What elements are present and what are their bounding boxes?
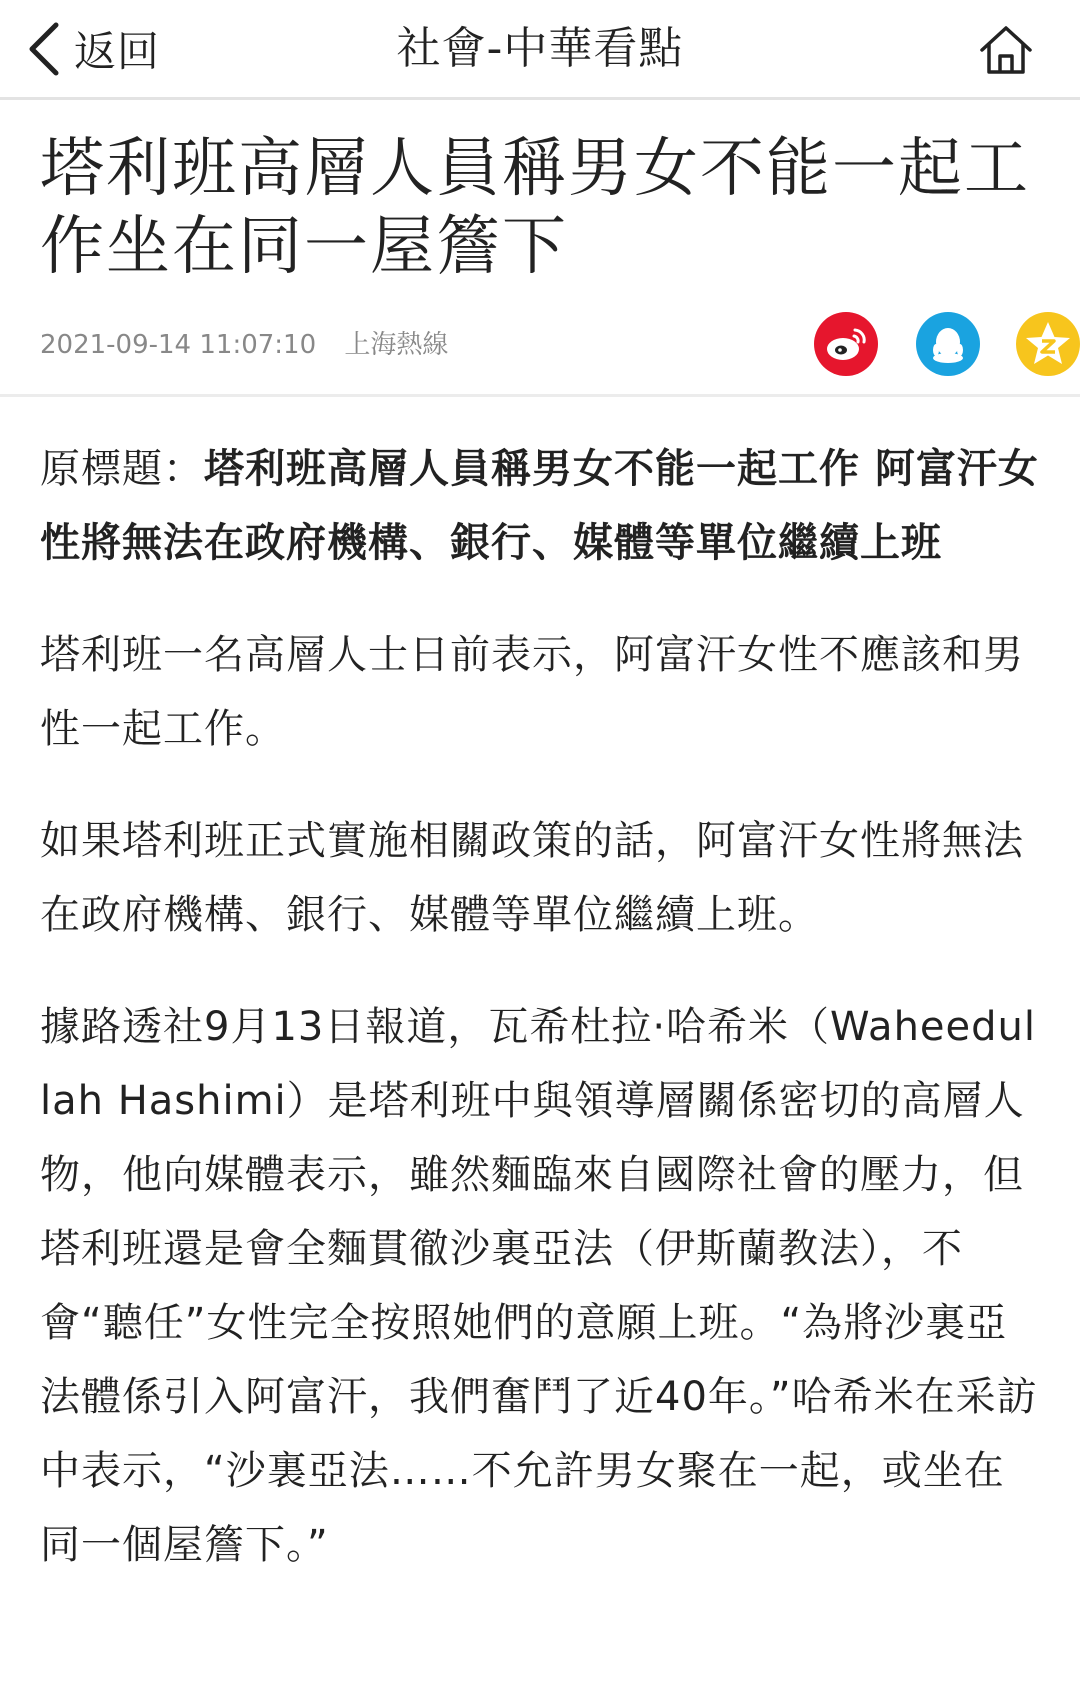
article-paragraph-2: 如果塔利班正式實施相關政策的話，阿富汗女性將無法在政府機構、銀行、媒體等單位繼續上班。 bbox=[40, 818, 1024, 938]
weibo-share-button[interactable] bbox=[814, 312, 878, 376]
qq-share-button[interactable] bbox=[916, 312, 980, 376]
article-meta bbox=[40, 324, 468, 361]
top-navigation-bar bbox=[0, 0, 1080, 100]
article-paragraph-3: 據路透社9月13日報道，瓦希杜拉·哈希米（Waheedullah Hashimi）是塔利班中與領導層關係密切的高層人物，他向媒體表示，雖然麵臨來自國際社會的壓力，但塔利班還是會全麵貫徹沙裏亞法（伊斯蘭教法），不會“聽任”女性完全按照她們的意願上班。“為將沙裏亞法體係引入阿富汗，我們奮鬥了近40年。”哈希米在采訪中表示，“沙裏亞法……不允許男女聚在一起，或坐在同一個屋簷下。” bbox=[40, 1004, 1038, 1568]
qq-share-icon bbox=[916, 312, 980, 376]
qzone-share-button[interactable] bbox=[1016, 312, 1080, 376]
publish-date: 2021-09-14 11:07:10 bbox=[40, 330, 317, 360]
article-body bbox=[40, 432, 1040, 1620]
back-label: 返回 bbox=[74, 27, 161, 76]
article-source: 上海熱線 bbox=[344, 330, 449, 360]
home-icon bbox=[978, 24, 1034, 76]
original-title: 塔利班高層人員稱男女不能一起工作 阿富汗女性將無法在政府機構、銀行、媒體等單位繼續上班 bbox=[40, 446, 1039, 566]
home-button[interactable] bbox=[978, 24, 1034, 76]
page-title: 社會-中華看點 bbox=[396, 23, 684, 74]
article-headline: 塔利班高層人員稱男女不能一起工作坐在同一屋簷下 bbox=[40, 132, 1030, 284]
header-divider bbox=[0, 394, 1080, 397]
back-button[interactable] bbox=[26, 14, 160, 84]
weibo-share-icon bbox=[814, 312, 878, 376]
original-title-paragraph bbox=[40, 432, 1040, 580]
article-paragraph-1: 塔利班一名高層人士日前表示，阿富汗女性不應該和男性一起工作。 bbox=[40, 632, 1024, 752]
qzone-share-icon bbox=[1016, 312, 1080, 376]
original-title-label: 原標題： bbox=[40, 446, 204, 492]
chevron-left-icon bbox=[26, 21, 60, 77]
